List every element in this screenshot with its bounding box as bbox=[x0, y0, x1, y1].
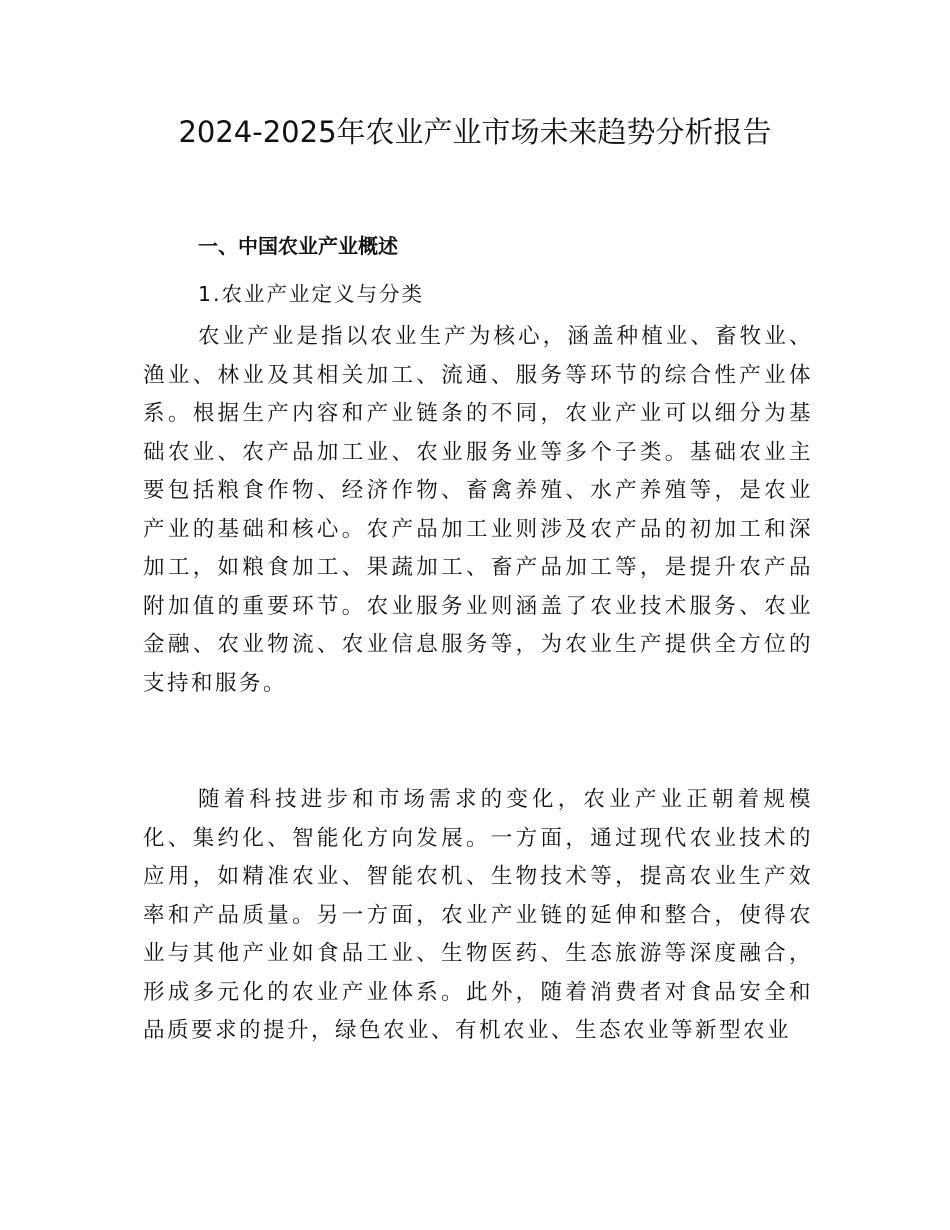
document-title: 2024-2025年农业产业市场未来趋势分析报告 bbox=[178, 115, 772, 149]
sub-heading: 1.农业产业定义与分类 bbox=[198, 282, 425, 306]
paragraph-definition: 农业产业是指以农业生产为核心，涵盖种植业、畜牧业、渔业、林业及其相关加工、流通、服务等环节的综合性产业体系。根据生产内容和产业链条的不同，农业产业可以细分为基础农业、农产品加工业、农业服务业等多个子类。基础农业主要包括粮食作物、经济作物、畜禽养殖、水产养殖等，是农业产业的基础和核心。农产品加工业则涉及农产品的初加工和深加工，如粮食加工、果蔬加工、畜产品加工等，是提升农产品附加值的重要环节。农业服务业则涵盖了农业技术服务、农业金融、农业物流、农业信息服务等，为农业生产提供全方位的支持和服务。 bbox=[143, 324, 813, 696]
section-heading: 一、中国农业产业概述 bbox=[198, 234, 398, 258]
paragraph-trends: 随着科技进步和市场需求的变化，农业产业正朝着规模化、集约化、智能化方向发展。一方面，通过现代农业技术的应用，如精准农业、智能农机、生物技术等，提高农业生产效率和产品质量。另一方面，农业产业链的延伸和整合，使得农业与其他产业如食品工业、生物医药、生态旅游等深度融合，形成多元化的农业产业体系。此外，随着消费者对食品安全和品质要求的提升，绿色农业、有机农业、生态农业等新型农业 bbox=[143, 787, 813, 1043]
